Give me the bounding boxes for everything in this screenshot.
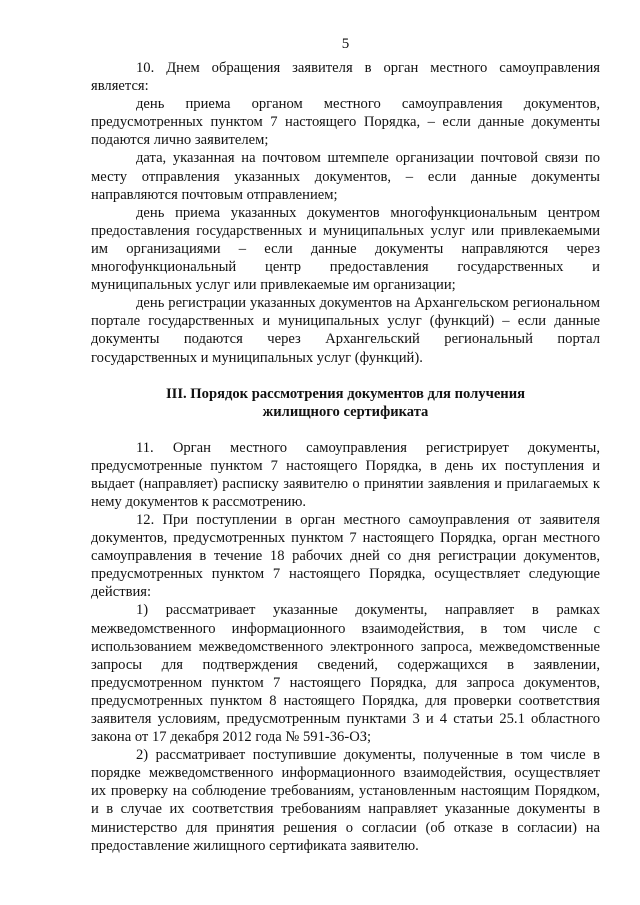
section-spacer-top (91, 367, 600, 385)
page-number: 5 (341, 36, 350, 52)
section-spacer-bottom (91, 421, 600, 439)
paragraph-12-item-1: 1) рассматривает указанные документы, направляет в рамках межведомственного информационного взаимодействия, в том числе с использованием межведомственного электронного запроса, межведомственные запросы для подтверждения сведений, содержащихся в заявлении, предусмотренном пунктом 7 настоящего Порядка, для запроса документов, предусмотренных пунктом 8 настоящего Порядка, для проверки соответствия заявителя условиям, предусмотренным пунктами 3 и 4 статьи 25.1 областного закона от 17 декабря 2012 года № 591-36-ОЗ; (91, 602, 600, 746)
paragraph-12-item-2: 2) рассматривает поступившие документы, полученные в том числе в порядке межведомственного информационного взаимодействия, осуществляет их проверку на соблюдение требованиям, установленным настоящим Порядком, и в случае их соответствия требованиям направляет указанные документы в министерство для принятия решения о согласии (об отказе в согласии) на предоставление жилищного сертификата заявителю. (91, 747, 600, 854)
paragraph-10-mfc: день приема указанных документов многофункциональным центром предоставления государственных и муниципальных услуг или привлекаемыми им организациями – если данные документы направляются через многофункциональный центр предоставления государственных и муниципальных услуг или привлекаемые им организации; (91, 204, 600, 294)
paragraph-10-postal: дата, указанная на почтовом штемпеле организации почтовой связи по месту отправления указанных документов, – если данные документы направляются почтовым отправлением; (91, 150, 600, 203)
paragraph-10-intro: 10. Днем обращения заявителя в орган местного самоуправления является: (91, 60, 600, 95)
body-text-before (91, 59, 600, 367)
paragraph-12: 12. При поступлении в орган местного самоуправления от заявителя документов, предусмотренных пунктом 7 настоящего Порядка, орган местного самоуправления в течение 18 рабочих дней со дня регистрации документов, предусмотренных пунктом 7 настоящего Порядка, осуществляет следующие действия: (91, 511, 600, 601)
body-text-after (91, 439, 600, 855)
section-heading-line-1: III. Порядок рассмотрения документов для получения (165, 385, 526, 402)
paragraph-10-portal: день регистрации указанных документов на Архангельском региональном портале государственных и муниципальных услуг (функций) – если данные документы подаются через Архангельский региональный портал государственных и муниципальных услуг (функций). (91, 295, 600, 366)
section-heading (91, 385, 600, 421)
paragraph-11: 11. Орган местного самоуправления регистрирует документы, предусмотренные пунктом 7 настоящего Порядка, в день их поступления и выдает (направляет) расписку заявителю о принятии заявления и прилагаемых к нему документов к рассмотрению. (91, 439, 600, 510)
section-heading-line-2: жилищного сертификата (262, 403, 429, 420)
paragraph-10-personal: день приема органом местного самоуправления документов, предусмотренных пунктом 7 настоящего Порядка, – если данные документы подаются лично заявителем; (91, 96, 600, 149)
